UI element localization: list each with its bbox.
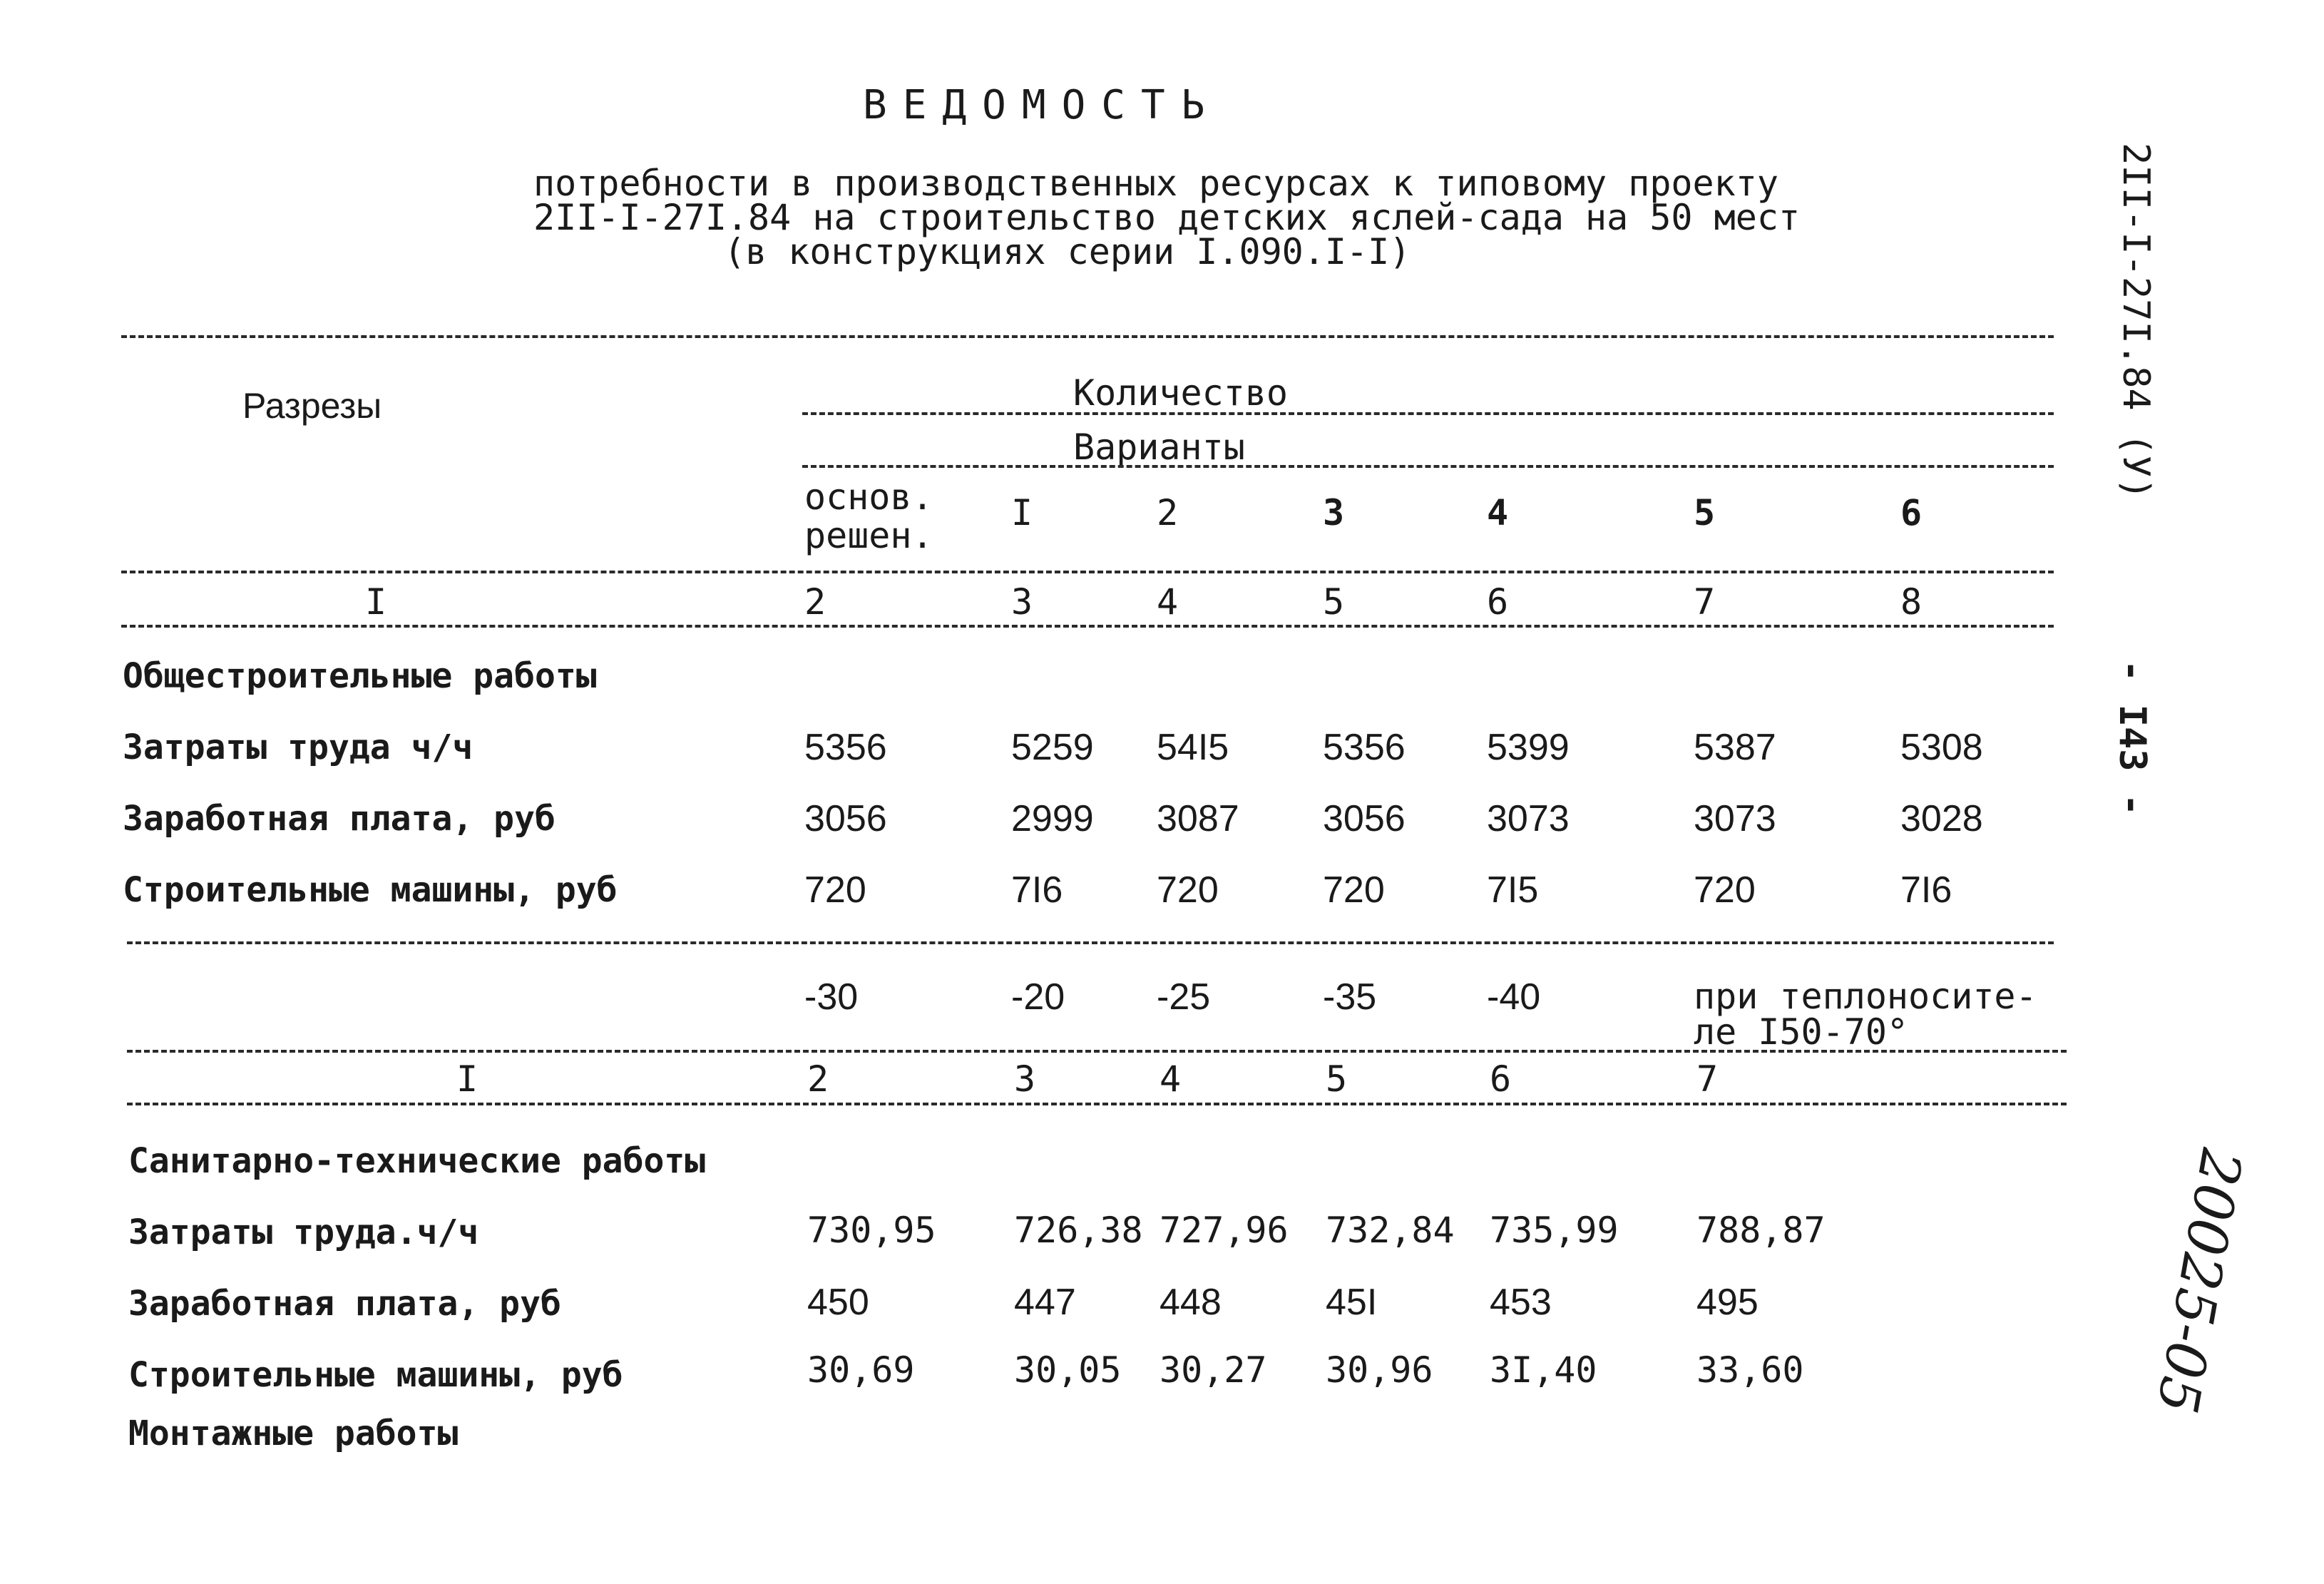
section-general-construction: Общестроительные работы xyxy=(123,656,597,696)
temp-base: -30 xyxy=(804,976,859,1018)
t2-col-num-7: 7 xyxy=(1696,1058,1719,1100)
col-header-v4: 4 xyxy=(1487,492,1509,533)
col-header-v1: I xyxy=(1011,492,1033,533)
cell: 30,27 xyxy=(1160,1349,1267,1391)
column-numbers-top-rule xyxy=(121,571,2054,573)
group-header: Количество xyxy=(1073,372,1289,414)
cell: 54I5 xyxy=(1157,727,1229,768)
cell: 7I5 xyxy=(1487,869,1539,911)
cell: 447 xyxy=(1014,1282,1076,1323)
cell: 3I,40 xyxy=(1490,1349,1597,1391)
col-num-6: 6 xyxy=(1487,581,1509,623)
coolant-note-2: ле I50-70° xyxy=(1694,1011,1909,1053)
table2-top-rule xyxy=(127,941,2054,944)
cell: 30,05 xyxy=(1014,1349,1122,1391)
row-machines-label: Строительные машины, руб xyxy=(123,870,618,910)
section-assembly: Монтажные работы xyxy=(128,1414,459,1453)
col-num-1: I xyxy=(365,581,387,623)
t2-col-num-1: I xyxy=(456,1058,478,1100)
cell: 5387 xyxy=(1694,727,1776,768)
handwritten-note: 20025-05 xyxy=(2144,1144,2253,1419)
cell: 788,87 xyxy=(1696,1210,1826,1251)
subtitle-line-2: 2II-I-27I.84 на строительство детских яслей-сада на 50 мест xyxy=(533,197,1801,238)
cell: 730,95 xyxy=(807,1210,936,1251)
side-code: 2II-I-27I.84 (У) xyxy=(2114,143,2157,500)
cell: 2999 xyxy=(1011,798,1094,839)
cell: 5356 xyxy=(1323,727,1406,768)
table2-numbers-top-rule xyxy=(127,1050,2067,1053)
table2-numbers-bottom-rule xyxy=(127,1103,2067,1105)
cell: 3087 xyxy=(1157,798,1239,839)
group-header-rule xyxy=(802,412,2054,415)
cell: 7I6 xyxy=(1011,869,1063,911)
col-num-8: 8 xyxy=(1900,581,1923,623)
col-header-v5: 5 xyxy=(1694,492,1716,533)
col-num-4: 4 xyxy=(1157,581,1179,623)
temp-v2: -25 xyxy=(1157,976,1211,1018)
col-num-5: 5 xyxy=(1323,581,1345,623)
cell: 726,38 xyxy=(1014,1210,1143,1251)
cell: 450 xyxy=(807,1282,869,1323)
col-num-3: 3 xyxy=(1011,581,1033,623)
cell: 30,69 xyxy=(807,1349,915,1391)
cell: 45I xyxy=(1326,1282,1378,1323)
cell: 453 xyxy=(1490,1282,1552,1323)
cell: 720 xyxy=(1157,869,1219,911)
coolant-note-1: при теплоносите- xyxy=(1694,976,2037,1017)
temp-v1: -20 xyxy=(1011,976,1065,1018)
cell: 5308 xyxy=(1900,727,1983,768)
cell: 448 xyxy=(1160,1282,1222,1323)
col-header-v2: 2 xyxy=(1157,492,1179,533)
col-header-base-2: решен. xyxy=(804,515,933,556)
t2-row-wages-label: Заработная плата, руб xyxy=(128,1284,561,1324)
table1-top-rule xyxy=(121,335,2054,338)
t2-row-machines-label: Строительные машины, руб xyxy=(128,1355,623,1395)
cell: 5259 xyxy=(1011,727,1094,768)
cell: 720 xyxy=(1323,869,1385,911)
row-wages-label: Заработная плата, руб xyxy=(123,799,556,839)
cell: 3056 xyxy=(1323,798,1406,839)
variants-header: Варианты xyxy=(1073,426,1245,468)
temp-v4: -40 xyxy=(1487,976,1541,1018)
row-header: Разрезы xyxy=(242,386,382,426)
cell: 33,60 xyxy=(1696,1349,1804,1391)
temp-v3: -35 xyxy=(1323,976,1377,1018)
column-numbers-bottom-rule xyxy=(121,625,2054,628)
subtitle-line-1: потребности в производственных ресурсах к типовому проекту xyxy=(533,163,1778,204)
t2-row-labor-label: Затраты труда.ч/ч xyxy=(128,1212,479,1252)
t2-col-num-4: 4 xyxy=(1160,1058,1182,1100)
cell: 732,84 xyxy=(1326,1210,1455,1251)
subtitle-line-3: (в конструкциях серии I.090.I-I) xyxy=(724,231,1411,272)
t2-col-num-5: 5 xyxy=(1326,1058,1348,1100)
col-header-v3: 3 xyxy=(1323,492,1345,533)
t2-col-num-3: 3 xyxy=(1014,1058,1036,1100)
cell: 3028 xyxy=(1900,798,1983,839)
section-sanitary: Санитарно-технические работы xyxy=(128,1141,706,1181)
cell: 735,99 xyxy=(1490,1210,1619,1251)
cell: 3056 xyxy=(804,798,887,839)
cell: 720 xyxy=(804,869,866,911)
col-num-2: 2 xyxy=(804,581,826,623)
col-header-base-1: основ. xyxy=(804,476,933,518)
cell: 5399 xyxy=(1487,727,1570,768)
row-labor-label: Затраты труда ч/ч xyxy=(123,727,473,767)
cell: 727,96 xyxy=(1160,1210,1289,1251)
page-number: - I43 - xyxy=(2111,660,2154,817)
document-title: ВЕДОМОСТЬ xyxy=(863,82,1221,128)
cell: 30,96 xyxy=(1326,1349,1433,1391)
cell: 720 xyxy=(1694,869,1756,911)
cell: 7I6 xyxy=(1900,869,1952,911)
cell: 5356 xyxy=(804,727,887,768)
col-num-7: 7 xyxy=(1694,581,1716,623)
cell: 495 xyxy=(1696,1282,1759,1323)
t2-col-num-2: 2 xyxy=(807,1058,829,1100)
col-header-v6: 6 xyxy=(1900,492,1923,533)
variants-header-rule xyxy=(802,465,2054,468)
t2-col-num-6: 6 xyxy=(1490,1058,1512,1100)
cell: 3073 xyxy=(1694,798,1776,839)
cell: 3073 xyxy=(1487,798,1570,839)
